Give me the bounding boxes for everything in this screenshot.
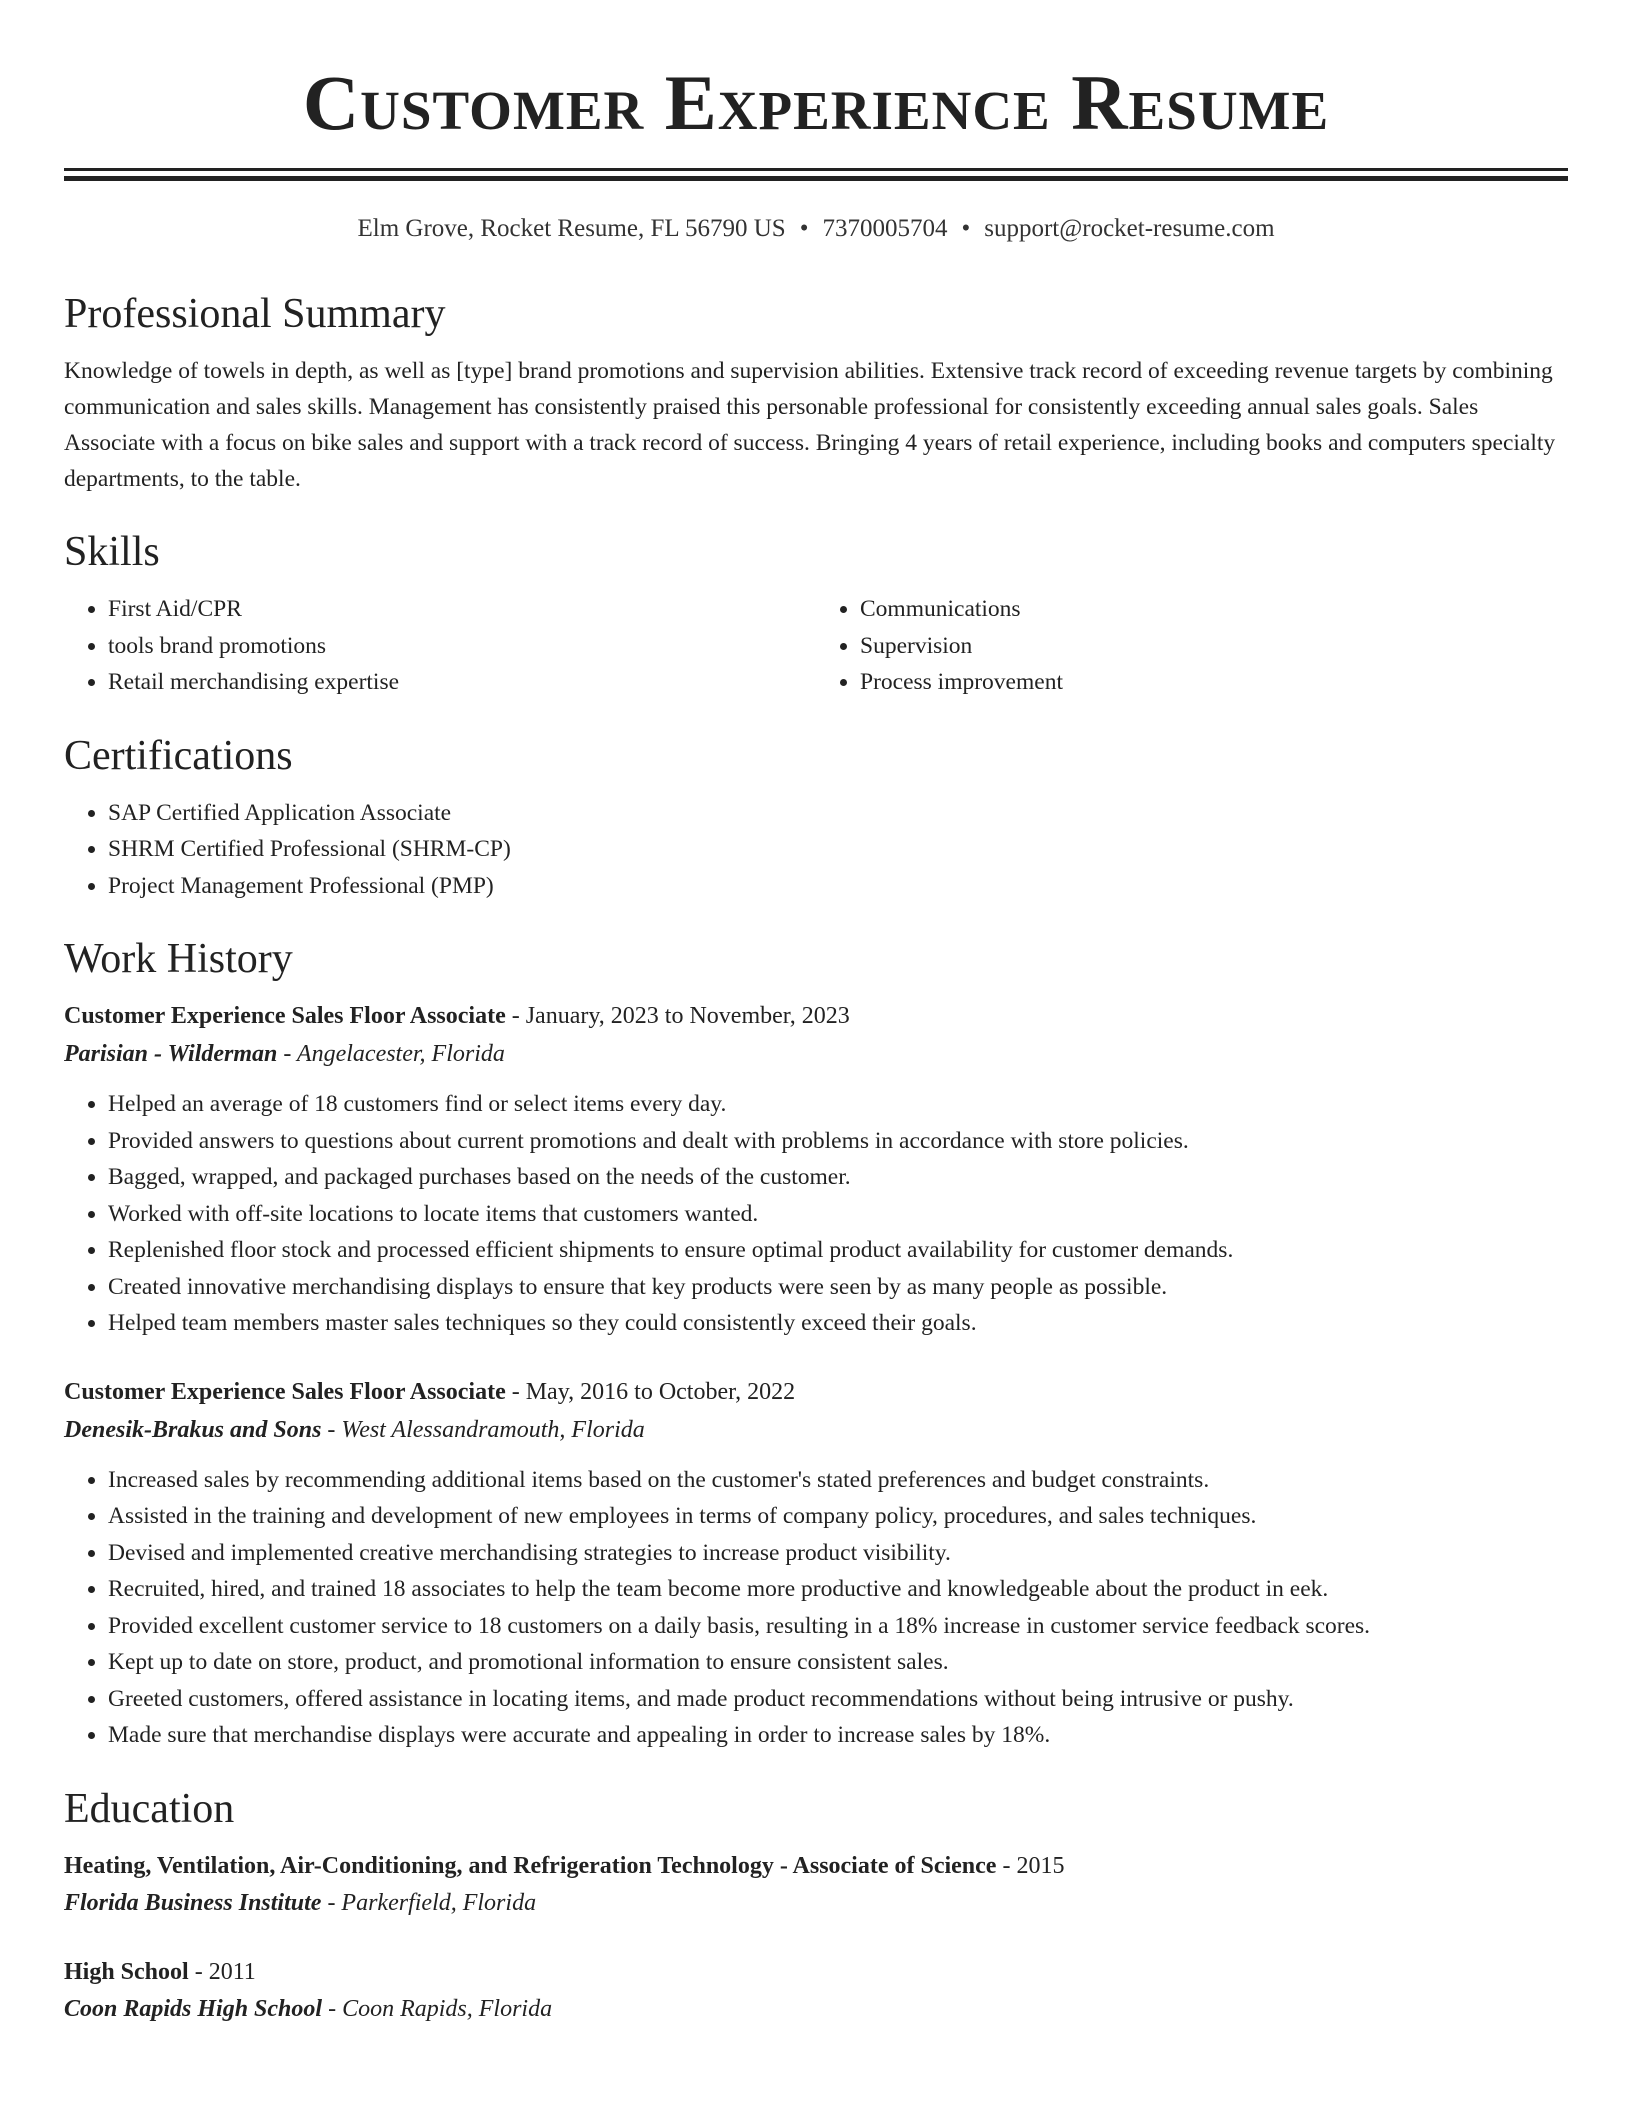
job-dates: - May, 2016 to October, 2022 bbox=[505, 1378, 796, 1405]
certification-item: • Project Management Professional (PMP) bbox=[108, 868, 1568, 905]
education-heading-line bbox=[64, 1848, 1568, 1884]
job-bullet: • Increased sales by recommending additional items based on the customer's stated preferences and budget constraints. bbox=[108, 1462, 1568, 1499]
education-school: Florida Business Institute bbox=[64, 1889, 322, 1916]
job-bullets bbox=[64, 1462, 1568, 1754]
job-heading bbox=[64, 1374, 1568, 1410]
job-location: - West Alessandramouth, Florida bbox=[321, 1416, 645, 1443]
education-year: - 2011 bbox=[188, 1958, 256, 1985]
job-bullet: • Provided excellent customer service to 18 customers on a daily basis, resulting in a 18% increase in customer service feedback scores. bbox=[108, 1608, 1568, 1645]
skills-heading: Skills bbox=[64, 529, 160, 575]
job-bullet: • Bagged, wrapped, and packaged purchases based on the needs of the customer. bbox=[108, 1159, 1568, 1196]
skill-item: • Retail merchandising expertise bbox=[108, 664, 816, 701]
education-institution bbox=[64, 1884, 1568, 1922]
job-employer bbox=[64, 1410, 1568, 1450]
certifications-section bbox=[64, 731, 1568, 905]
contact-separator: • bbox=[961, 215, 971, 242]
job-bullet: • Devised and implemented creative merchandising strategies to increase product visibility. bbox=[108, 1535, 1568, 1572]
education-year: - 2015 bbox=[996, 1852, 1065, 1879]
skill-item: • First Aid/CPR bbox=[108, 591, 816, 628]
education-institution bbox=[64, 1990, 1568, 2028]
job-title: Customer Experience Sales Floor Associate bbox=[64, 1003, 506, 1029]
skills-list-left bbox=[64, 591, 816, 701]
job-bullet: • Recruited, hired, and trained 18 associates to help the team become more productive and knowledgeable about the product in eek. bbox=[108, 1571, 1568, 1608]
title-divider bbox=[64, 168, 1568, 181]
job-bullet: • Created innovative merchandising displays to ensure that key products were seen by as many people as possible. bbox=[108, 1269, 1568, 1306]
job-dates: - January, 2023 to November, 2023 bbox=[505, 1003, 850, 1029]
skills-grid bbox=[64, 591, 1568, 701]
job-entry bbox=[64, 1374, 1568, 1754]
summary-heading: Professional Summary bbox=[64, 291, 446, 337]
job-employer bbox=[64, 1034, 1568, 1074]
job-company: Denesik-Brakus and Sons bbox=[64, 1416, 322, 1443]
education-section bbox=[64, 1784, 1568, 2028]
skill-item: • tools brand promotions bbox=[108, 628, 816, 665]
job-bullet: • Worked with off-site locations to locate items that customers wanted. bbox=[108, 1196, 1568, 1233]
job-entry bbox=[64, 998, 1568, 1342]
contact-phone: 7370005704 bbox=[822, 215, 948, 242]
work-history-heading: Work History bbox=[64, 936, 293, 982]
education-entry bbox=[64, 1848, 1568, 1922]
education-location: - Coon Rapids, Florida bbox=[322, 1995, 553, 2022]
certifications-list bbox=[64, 795, 1568, 905]
education-heading-line bbox=[64, 1954, 1568, 1990]
skills-list-right bbox=[816, 591, 1568, 701]
contact-separator: • bbox=[799, 215, 809, 242]
job-bullets bbox=[64, 1086, 1568, 1342]
skill-item: • Process improvement bbox=[860, 664, 1568, 701]
skills-section bbox=[64, 527, 1568, 701]
skill-item: • Communications bbox=[860, 591, 1568, 628]
certifications-heading: Certifications bbox=[64, 732, 293, 779]
job-bullet: • Helped team members master sales techniques so they could consistently exceed their goals. bbox=[108, 1305, 1568, 1342]
job-bullet: • Assisted in the training and development of new employees in terms of company policy, procedures, and sales techniques. bbox=[108, 1498, 1568, 1535]
job-location: - Angelacester, Florida bbox=[277, 1041, 505, 1067]
job-company: Parisian - Wilderman bbox=[64, 1041, 278, 1067]
resume-title: Customer Experience Resume bbox=[302, 59, 1330, 146]
job-bullet: • Kept up to date on store, product, and promotional information to ensure consistent sales. bbox=[108, 1644, 1568, 1681]
certification-item: • SAP Certified Application Associate bbox=[108, 795, 1568, 832]
summary-text: Knowledge of towels in depth, as well as [type] brand promotions and supervision abilities. Extensive track record of exceeding revenue targets by combining communication and sales skills. Management has consistently praised this personable professional for consistently exceeding annual sales goals. Sales Associate with a focus on bike sales and support with a track record of success. Bringing 4 years of retail experience, including books and computers specialty departments, to the table. bbox=[64, 358, 1556, 492]
job-bullet: • Helped an average of 18 customers find or select items every day. bbox=[108, 1086, 1568, 1123]
education-entry bbox=[64, 1954, 1568, 2028]
education-heading: Education bbox=[64, 1785, 235, 1832]
certification-item: • SHRM Certified Professional (SHRM-CP) bbox=[108, 831, 1568, 868]
education-degree: High School bbox=[64, 1958, 189, 1985]
job-bullet: • Provided answers to questions about current promotions and dealt with problems in accordance with store policies. bbox=[108, 1123, 1568, 1160]
job-bullet: • Replenished floor stock and processed efficient shipments to ensure optimal product availability for customer demands. bbox=[108, 1232, 1568, 1269]
contact-address: Elm Grove, Rocket Resume, FL 56790 US bbox=[357, 215, 786, 242]
skill-item: • Supervision bbox=[860, 628, 1568, 665]
education-degree: Heating, Ventilation, Air-Conditioning, and Refrigeration Technology - Associate of Science bbox=[64, 1852, 997, 1879]
job-bullet: • Made sure that merchandise displays were accurate and appealing in order to increase sales by 18%. bbox=[108, 1717, 1568, 1754]
education-location: - Parkerfield, Florida bbox=[321, 1889, 537, 1916]
job-heading bbox=[64, 998, 1568, 1034]
contact-email: support@rocket-resume.com bbox=[984, 215, 1275, 242]
job-title: Customer Experience Sales Floor Associate bbox=[64, 1378, 506, 1405]
job-bullet: • Greeted customers, offered assistance in locating items, and made product recommendations without being intrusive or pushy. bbox=[108, 1681, 1568, 1718]
education-school: Coon Rapids High School bbox=[64, 1995, 323, 2022]
contact-line bbox=[64, 213, 1568, 245]
work-history-section bbox=[64, 934, 1568, 1754]
summary-section bbox=[64, 289, 1568, 497]
